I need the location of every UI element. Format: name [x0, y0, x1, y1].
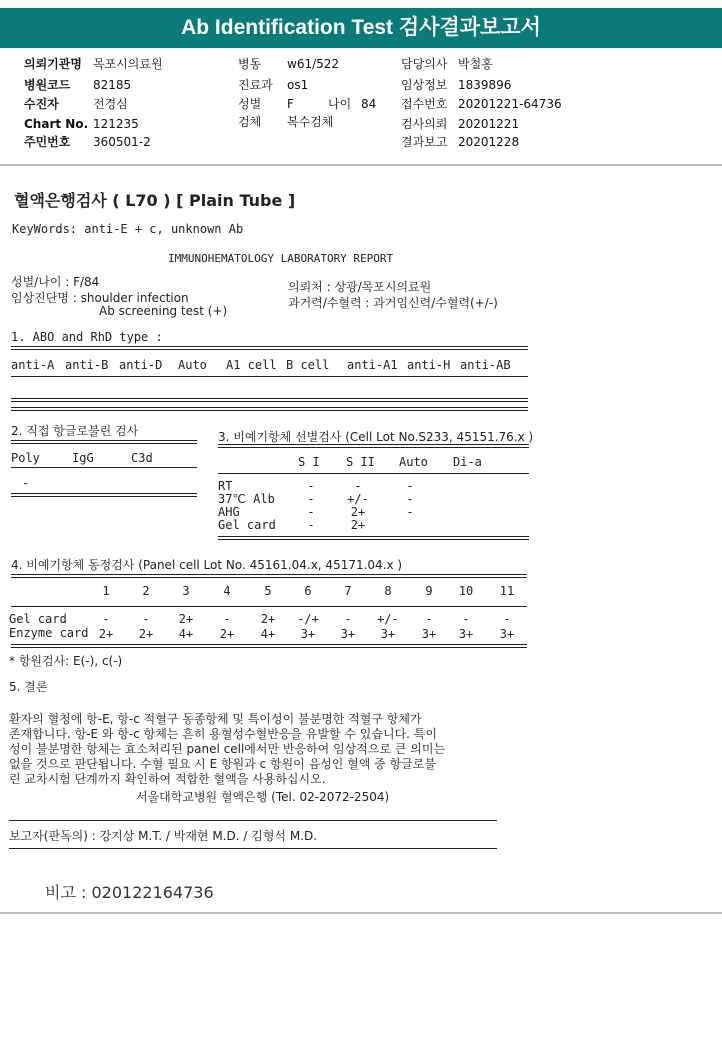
requester: 의뢰처 : 상광/목포시의료원 — [288, 280, 432, 294]
panel-cell: 3+ — [380, 627, 396, 641]
abo-header-8: anti-AB — [460, 358, 511, 372]
abo-header-3: Auto — [178, 358, 207, 372]
rule — [9, 848, 497, 849]
header-value: 복수검체 — [287, 115, 334, 129]
header-value: 82185 — [93, 78, 132, 92]
conclusion-line: 린 교차시험 단계까지 확인하여 적합한 혈액을 사용하십시오. — [9, 772, 326, 786]
header-value: 20201228 — [458, 135, 520, 149]
panel-cell: 4+ — [260, 627, 276, 641]
double-rule — [218, 444, 529, 448]
header-value: 20201221 — [458, 117, 520, 131]
panel-cell: - — [503, 612, 511, 626]
panel-cell: +/- — [377, 612, 399, 626]
abo-header-1: anti-B — [65, 358, 109, 372]
header-value-age: 84 — [361, 97, 377, 111]
dat-header-2: C3d — [131, 451, 153, 465]
header-label: 검사의뢰 — [401, 117, 448, 131]
rule — [218, 473, 529, 474]
section-2-title: 2. 직접 항글로불린 검사 — [11, 424, 139, 438]
panel-col: 6 — [304, 584, 312, 598]
screen-cell: - — [307, 492, 315, 506]
double-rule — [218, 536, 529, 540]
abo-header-2: anti-D — [119, 358, 163, 372]
header-value: 목포시의료원 — [93, 57, 163, 71]
screen-cell: - — [307, 505, 315, 519]
panel-col: 1 — [102, 584, 110, 598]
abo-header-0: anti-A — [11, 358, 55, 372]
panel-col: 5 — [264, 584, 272, 598]
report-heading: 혈액은행검사 ( L70 ) [ Plain Tube ] — [14, 191, 296, 210]
double-rule — [11, 440, 197, 444]
section-5-title: 5. 결론 — [9, 680, 48, 694]
dat-header-0: Poly — [11, 451, 40, 465]
note: 비고 : 020122164736 — [45, 883, 214, 902]
panel-cell: - — [425, 612, 433, 626]
screen-row-label: Gel card — [218, 518, 276, 532]
header-label-age: 나이 — [328, 97, 352, 111]
section-1-title: 1. ABO and RhD type : — [11, 330, 163, 344]
header-divider — [0, 164, 722, 166]
dat-header-1: IgG — [72, 451, 94, 465]
screen-row-label: AHG — [218, 505, 240, 519]
header-label: 진료과 — [238, 78, 273, 92]
lab-title: IMMUNOHEMATOLOGY LABORATORY REPORT — [168, 252, 394, 265]
panel-cell: - — [102, 612, 110, 626]
report-scan — [0, 170, 722, 910]
panel-col: 9 — [425, 584, 433, 598]
abo-header-6: anti-A1 — [347, 358, 398, 372]
conclusion-line: 환자의 혈청에 항-E, 항-c 적혈구 동종항체 및 특이성이 불분명한 적혈구 항체가 — [9, 712, 422, 726]
double-rule — [11, 346, 528, 350]
header-value: 박철홍 — [458, 57, 493, 71]
screen-header-2: Auto — [399, 455, 428, 469]
header-label: 성별 — [238, 97, 262, 111]
header-value: w61/522 — [287, 57, 340, 71]
report-title: Ab Identification Test 검사결과보고서 — [0, 8, 722, 48]
screen-cell: - — [307, 479, 315, 493]
panel-cell: 3+ — [499, 627, 515, 641]
section-4-title: 4. 비예기항체 동정검사 (Panel cell Lot No. 45161.04.x, 45171.04.x ) — [11, 558, 403, 572]
reporter: 보고자(판독의) : 강지상 M.T. / 박재현 M.D. / 김형석 M.D. — [9, 829, 318, 843]
panel-cell: 3+ — [458, 627, 474, 641]
rule — [11, 376, 528, 377]
header-value: 360501-2 — [93, 135, 151, 149]
header-row: 주민번호 — [24, 135, 71, 149]
panel-cell: 3+ — [300, 627, 316, 641]
panel-cell: - — [344, 612, 352, 626]
panel-col: 3 — [182, 584, 190, 598]
diagnosis-2: Ab screening test (+) — [99, 304, 228, 318]
rule — [11, 467, 197, 468]
double-rule — [11, 644, 527, 648]
panel-cell: 2+ — [98, 627, 114, 641]
double-rule — [11, 407, 528, 411]
header-label: 담당의사 — [401, 57, 448, 71]
panel-cell: - — [142, 612, 150, 626]
header-row: 수진자 — [24, 97, 59, 111]
screen-cell: - — [406, 492, 414, 506]
conclusion-line: 존재합니다. 항-E 와 항-c 항체는 흔히 용혈성수혈반응을 유발할 수 있습니다. 특이 — [9, 727, 437, 741]
dat-value: - — [22, 476, 30, 490]
screen-cell: - — [307, 518, 315, 532]
panel-cell: 3+ — [340, 627, 356, 641]
header-row: Chart No. — [24, 117, 89, 131]
header-value: os1 — [287, 78, 309, 92]
panel-cell: - — [462, 612, 470, 626]
header-value: F — [287, 97, 294, 111]
header-label: 병동 — [238, 57, 262, 71]
abo-header-4: A1 cell — [226, 358, 277, 372]
footer-divider — [0, 912, 722, 914]
panel-cell: 4+ — [178, 627, 194, 641]
double-rule — [11, 574, 527, 578]
sex-age: 성별/나이 : F/84 — [11, 275, 100, 289]
panel-cell: 2+ — [138, 627, 154, 641]
header-label: 접수번호 — [401, 97, 448, 111]
screen-header-1: S II — [346, 455, 375, 469]
screen-cell: 2+ — [350, 518, 366, 532]
double-rule — [11, 398, 528, 402]
header-value: 20201221-64736 — [458, 97, 562, 111]
panel-col: 7 — [344, 584, 352, 598]
conclusion-line: 성이 불분명한 항체는 효소처리된 panel cell에서만 반응하여 임상적으로 큰 의미는 — [9, 742, 446, 756]
panel-row-label: Gel card — [9, 612, 67, 626]
rule — [9, 820, 497, 821]
rule — [11, 606, 527, 607]
panel-cell: 3+ — [421, 627, 437, 641]
header-value: 121235 — [93, 117, 139, 131]
screen-header-3: Di-a — [453, 455, 482, 469]
abo-header-5: B cell — [286, 358, 330, 372]
antigen-test: * 항원검사: E(-), c(-) — [9, 654, 123, 668]
header-label: 검체 — [238, 115, 262, 129]
panel-cell: 2+ — [260, 612, 276, 626]
blood-bank-contact: 서울대학교병원 혈액은행 (Tel. 02-2072-2504) — [136, 790, 390, 804]
panel-col: 4 — [223, 584, 231, 598]
header-label: 결과보고 — [401, 135, 448, 149]
screen-cell: - — [354, 479, 362, 493]
panel-row-label: Enzyme card — [9, 626, 89, 640]
abo-header-7: anti-H — [407, 358, 451, 372]
panel-cell: -/+ — [297, 612, 319, 626]
header-label: 임상정보 — [401, 78, 448, 92]
panel-col: 10 — [458, 584, 474, 598]
keywords: KeyWords: anti-E + c, unknown Ab — [12, 222, 244, 236]
header-value: 전경심 — [93, 97, 128, 111]
panel-cell: 2+ — [178, 612, 194, 626]
screen-row-label: RT — [218, 479, 233, 493]
screen-cell: - — [406, 505, 414, 519]
screen-cell: - — [406, 479, 414, 493]
conclusion-line: 없을 것으로 판단됩니다. 수혈 필요 시 E 항원과 c 항원이 음성인 혈액 중 항글로불 — [9, 757, 436, 771]
panel-col: 2 — [142, 584, 150, 598]
screen-header-0: S I — [298, 455, 320, 469]
header-value: 1839896 — [458, 78, 512, 92]
double-rule — [11, 493, 197, 497]
header-row: 의뢰기관명 — [24, 57, 82, 71]
panel-cell: - — [223, 612, 231, 626]
diagnosis: 임상진단명 : shoulder infection — [11, 291, 189, 305]
screen-cell: 2+ — [350, 505, 366, 519]
panel-col: 11 — [499, 584, 515, 598]
screen-cell: +/- — [347, 492, 369, 506]
section-3-title: 3. 비예기항체 선별검사 (Cell Lot No.S233, 45151.76.x ) — [218, 430, 534, 444]
screen-row-label: 37℃ Alb — [218, 492, 275, 506]
header-row: 병원코드 — [24, 78, 71, 92]
panel-cell: 2+ — [219, 627, 235, 641]
panel-col: 8 — [384, 584, 392, 598]
history: 과거력/수혈력 : 과거임신력/수혈력(+/-) — [288, 296, 498, 310]
